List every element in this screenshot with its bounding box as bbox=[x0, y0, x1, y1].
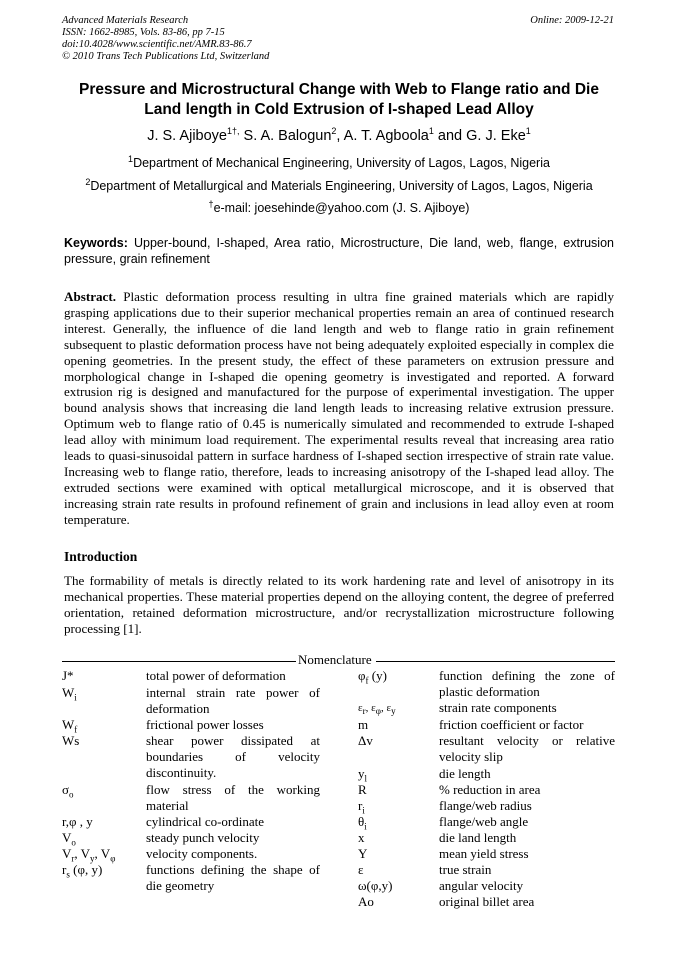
nomen-symbol-sub: y bbox=[391, 706, 396, 717]
journal-name: Advanced Materials Research bbox=[62, 15, 189, 26]
nomen-description: % reduction in area bbox=[439, 782, 541, 797]
corresponding-email bbox=[30, 198, 648, 215]
nomen-symbol bbox=[62, 668, 74, 684]
nomen-symbol-text: R bbox=[358, 782, 367, 797]
nomen-symbol-text: x bbox=[358, 830, 365, 845]
nomen-symbol bbox=[358, 862, 363, 878]
nomen-symbol bbox=[358, 894, 374, 910]
nomen-symbol-sub: i bbox=[74, 692, 77, 703]
nomen-symbol bbox=[358, 668, 387, 684]
affiliation-2-marker: 2 bbox=[85, 176, 91, 187]
nomen-symbol bbox=[62, 846, 115, 862]
nomen-symbol-sub: φ bbox=[110, 853, 116, 864]
title-line-1: Pressure and Microstructural Change with Web to Flange ratio and Die bbox=[79, 81, 599, 98]
nomen-symbol-text: , V bbox=[74, 846, 91, 861]
nomen-symbol bbox=[358, 878, 392, 894]
nomen-description: flow stress of the working material bbox=[146, 782, 320, 813]
nomen-description: velocity components. bbox=[146, 846, 258, 861]
nomen-symbol-text: W bbox=[62, 717, 75, 732]
nomen-description: internal strain rate power of deformation bbox=[146, 685, 320, 716]
author-1: J. S. Ajiboye bbox=[147, 128, 227, 144]
nomen-symbol-text: θ bbox=[358, 814, 365, 829]
nomen-symbol-sub: o bbox=[69, 789, 74, 800]
nomen-symbol bbox=[62, 814, 93, 830]
nomen-symbol bbox=[358, 766, 367, 782]
affiliation-1-marker: 1 bbox=[128, 153, 134, 164]
nomen-symbol-sub: f bbox=[74, 724, 78, 735]
nomen-symbol-text: V bbox=[62, 830, 72, 845]
nomen-symbol-text: Ws bbox=[62, 733, 80, 748]
nomen-symbol-text: (φ, y) bbox=[69, 862, 103, 877]
nomen-symbol bbox=[358, 733, 373, 749]
nomenclature-rule-right bbox=[376, 661, 615, 662]
nomen-symbol bbox=[62, 830, 76, 846]
nomen-description: steady punch velocity bbox=[146, 830, 260, 845]
author-1-marker: 1†, bbox=[226, 126, 240, 137]
title-line-2: Land length in Cold Extrusion of I-shaped Lead Alloy bbox=[144, 101, 534, 118]
nomen-description: functions defining the shape of die geometry bbox=[146, 862, 320, 893]
email-text: e-mail: joesehinde@yahoo.com (J. S. Ajiboye) bbox=[213, 201, 470, 215]
nomen-symbol-text: V bbox=[62, 846, 72, 861]
journal-header bbox=[62, 15, 269, 63]
author-2: S. A. Balogun bbox=[239, 128, 332, 144]
nomen-description: total power of deformation bbox=[146, 668, 286, 683]
nomen-symbol bbox=[62, 717, 77, 733]
nomen-symbol bbox=[358, 717, 368, 733]
nomenclature-rule-left bbox=[62, 661, 298, 662]
nomen-description: function defining the zone of plastic deformation bbox=[439, 668, 615, 699]
nomen-symbol-text: , ε bbox=[365, 702, 376, 714]
nomen-symbol-text: σ bbox=[62, 782, 70, 797]
nomen-symbol bbox=[358, 830, 365, 846]
nomen-symbol-text: Δv bbox=[358, 733, 373, 748]
nomen-symbol bbox=[358, 700, 396, 716]
author-list bbox=[30, 128, 648, 144]
keywords-label: Keywords: bbox=[64, 236, 128, 250]
nomen-symbol-sub: s bbox=[66, 869, 70, 880]
abstract bbox=[64, 289, 614, 528]
abstract-text: Plastic deformation process resulting in ultra fine grained materials which are rapidly grasping applications due to their superior mechanical properties remain an area of continued research interest. Generally, the influence of die land length and web to flange ratio in grain refinement subsequent to plastic deformation process have not being adequately exploited especially in complex die opening geometries. In the present study, the effect of these parameters on extrusion pressure and morphological change in I-shaped die opening geometry is investigated and reported. A forward extrusion rig is designed and manufactured for the purpose of experimental investigation. The upper bound analysis shows that increasing die land length leads to increasing relative extrusion pressure. Optimum web to flange ratio of 0.45 is numerically simulated and recommended to extrude I-shaped lead alloy with minimum load requirement. The experimental results reveal that increasing area ratio leads to quasi-sinusoidal pattern in surface hardness of I-shaped section irrespective of strain rate value. Increasing web to flange ratio, therefore, leads to increasing anisotropy of the I-shaped lead alloy. The extruded sections were examined with optical metallurgical microscope, and it is observed that increasing strain rate results in profound refinement of grain and inclusions in lead alloy even at room temperature. bbox=[64, 289, 614, 527]
abstract-label: Abstract. bbox=[64, 289, 116, 304]
nomen-symbol-text: Y bbox=[358, 846, 368, 861]
nomen-symbol-sub: i bbox=[364, 821, 367, 832]
nomen-description: cylindrical co-ordinate bbox=[146, 814, 265, 829]
author-4-marker: 1 bbox=[525, 126, 531, 137]
nomen-description: shear power dissipated at boundaries of velocity discontinuity. bbox=[146, 733, 320, 780]
nomen-description: flange/web radius bbox=[439, 798, 532, 813]
nomen-description: resultant velocity or relative velocity slip bbox=[439, 733, 615, 764]
nomen-symbol bbox=[358, 782, 367, 798]
nomen-description: angular velocity bbox=[439, 878, 524, 893]
nomen-symbol-sub: r bbox=[71, 853, 75, 864]
copyright-line: © 2010 Trans Tech Publications Ltd, Switzerland bbox=[62, 51, 270, 62]
introduction-heading: Introduction bbox=[64, 549, 138, 564]
keywords bbox=[64, 235, 614, 267]
nomen-symbol-text: , ε bbox=[380, 702, 392, 714]
nomen-symbol-sub: y bbox=[90, 853, 95, 864]
nomen-symbol-text: (y) bbox=[368, 668, 387, 683]
online-date: Online: 2009-12-21 bbox=[530, 15, 614, 26]
author-2-marker: 2 bbox=[331, 126, 337, 137]
author-3-marker: 1 bbox=[428, 126, 434, 137]
nomen-symbol-text: W bbox=[62, 685, 75, 700]
nomen-symbol-sub: r bbox=[362, 706, 366, 717]
nomen-symbol bbox=[62, 862, 102, 878]
nomen-symbol-text: ε bbox=[358, 702, 363, 714]
doi-line: doi:10.4028/www.scientific.net/AMR.83-86.7 bbox=[62, 39, 252, 50]
nomen-symbol-text: r,φ , y bbox=[62, 814, 93, 829]
nomen-description: die land length bbox=[439, 830, 517, 845]
affiliation-1-text: Department of Mechanical Engineering, University of Lagos, Lagos, Nigeria bbox=[133, 156, 550, 170]
nomen-symbol-text: m bbox=[358, 717, 369, 732]
keywords-text: Upper-bound, I-shaped, Area ratio, Microstructure, Die land, web, flange, extrusion pressure, grain refinement bbox=[64, 236, 614, 266]
nomen-description: friction coefficient or factor bbox=[439, 717, 584, 732]
nomenclature-title: Nomenclature bbox=[298, 652, 372, 667]
affiliation-1 bbox=[30, 153, 648, 170]
nomen-description: flange/web angle bbox=[439, 814, 529, 829]
affiliation-2-text: Department of Metallurgical and Materials Engineering, University of Lagos, Lagos, Nigeria bbox=[90, 179, 593, 193]
nomen-description: strain rate components bbox=[439, 700, 557, 715]
nomen-description: original billet area bbox=[439, 894, 535, 909]
nomen-symbol-text: ε bbox=[358, 862, 364, 877]
nomen-symbol-text: r bbox=[358, 798, 363, 813]
author-4: and G. J. Eke bbox=[433, 128, 526, 144]
author-3: , A. T. Agboola bbox=[336, 128, 429, 144]
nomen-symbol-sub: φ bbox=[375, 706, 381, 717]
nomen-symbol-text: r bbox=[62, 862, 67, 877]
nomen-symbol-sub: o bbox=[71, 837, 76, 848]
nomen-description: true strain bbox=[439, 862, 492, 877]
nomen-symbol-text: φ bbox=[358, 668, 366, 683]
nomen-symbol-sub: f bbox=[365, 675, 369, 686]
introduction-text: The formability of metals is directly related to its work hardening rate and level of anisotropy in its mechanical properties. These material properties depend on the alloying content, the degree of preferred orientation, retained deformation microstructure, and/or recrystallization microstructure following processing [1]. bbox=[64, 573, 614, 636]
nomen-symbol bbox=[358, 814, 367, 830]
nomen-symbol-text: Ao bbox=[358, 894, 374, 909]
nomen-description: mean yield stress bbox=[439, 846, 529, 861]
nomen-symbol-text: J* bbox=[62, 668, 74, 683]
nomen-symbol-text: , V bbox=[94, 846, 111, 861]
nomen-symbol bbox=[358, 846, 367, 862]
nomen-symbol bbox=[62, 685, 77, 701]
nomen-symbol-sub: l bbox=[364, 773, 368, 784]
issn-line: ISSN: 1662-8985, Vols. 83-86, pp 7-15 bbox=[62, 27, 225, 38]
nomen-symbol-text: y bbox=[358, 766, 365, 781]
affiliation-2 bbox=[30, 176, 648, 193]
nomen-symbol bbox=[62, 782, 74, 798]
nomen-symbol-text: ω(φ,y) bbox=[358, 878, 393, 893]
email-marker: † bbox=[208, 198, 214, 209]
nomen-symbol bbox=[62, 733, 79, 749]
nomen-description: frictional power losses bbox=[146, 717, 264, 732]
nomen-symbol bbox=[358, 798, 365, 814]
nomen-symbol-sub: i bbox=[362, 805, 365, 816]
nomen-description: die length bbox=[439, 766, 491, 781]
paper-title bbox=[40, 80, 638, 120]
